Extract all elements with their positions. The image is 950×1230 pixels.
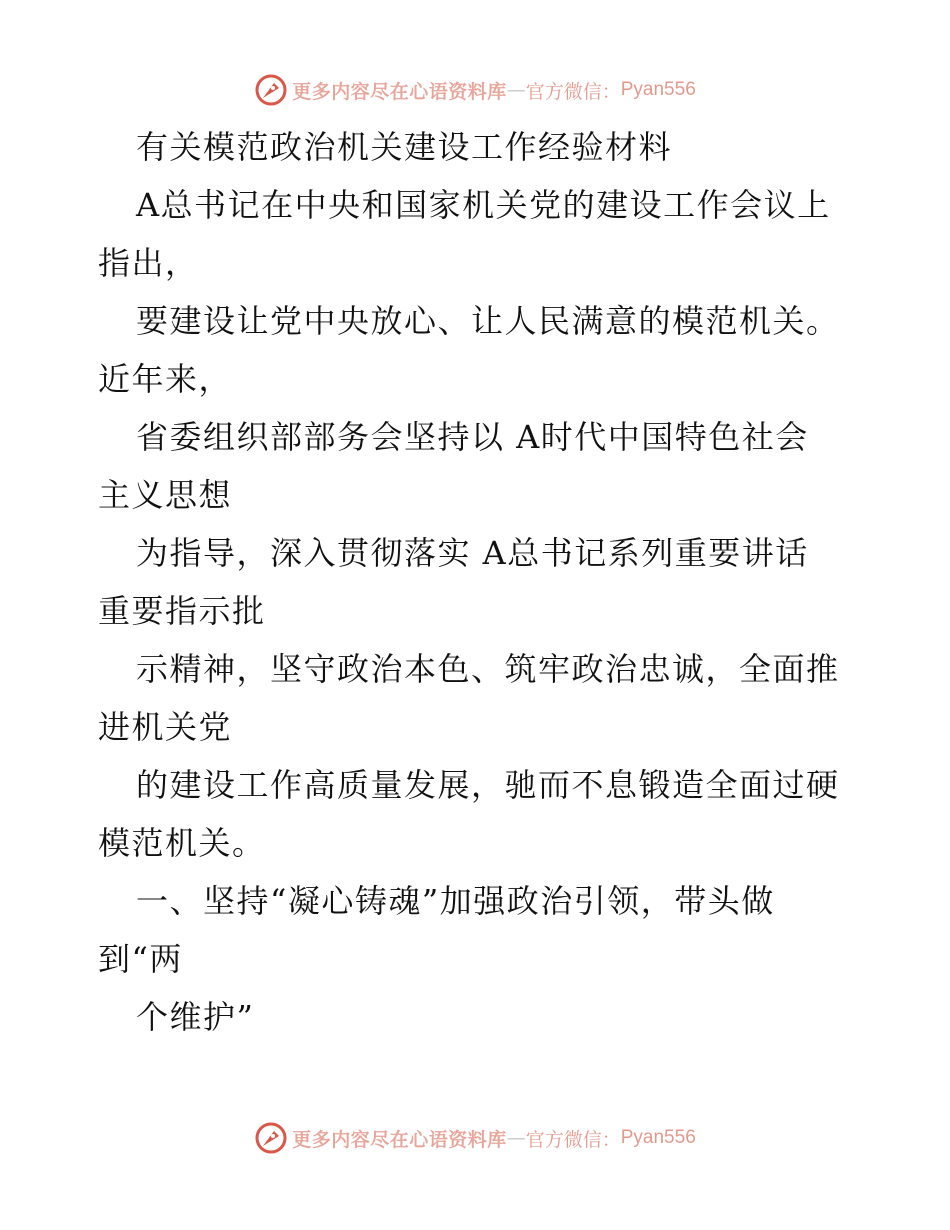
watermark-id: Pyan556 <box>620 79 696 100</box>
doc-line: A总书记在中央和国家机关党的建设工作会议上 <box>136 186 831 224</box>
doc-line: 指出， <box>98 244 199 282</box>
document-body <box>98 118 868 1046</box>
doc-line: 进机关党 <box>98 708 233 746</box>
doc-line: 重要指示批 <box>98 592 266 630</box>
watermark-separator: — <box>506 79 526 101</box>
watermark-label: 官方微信： <box>525 1128 621 1151</box>
section-heading: 一、坚持“凝心铸魂”加强政治引领，带头做 <box>136 882 775 920</box>
header-watermark <box>0 70 950 110</box>
footer-watermark <box>0 1118 950 1158</box>
watermark-label: 官方微信： <box>525 80 621 103</box>
doc-line: 省委组织部部务会坚持以 A时代中国特色社会 <box>136 418 809 456</box>
watermark-separator: — <box>506 1127 526 1149</box>
doc-line: 示精神，坚守政治本色、筑牢政治忠诚，全面推 <box>136 650 840 688</box>
watermark-id: Pyan556 <box>620 1127 696 1148</box>
doc-title: 有关模范政治机关建设工作经验材料 <box>136 128 673 166</box>
doc-line: 模范机关。 <box>98 824 266 862</box>
doc-line: 为指导，深入贯彻落实 A总书记系列重要讲话 <box>136 534 809 572</box>
pen-nib-logo-icon <box>254 73 288 107</box>
doc-line: 近年来， <box>98 360 233 398</box>
pen-nib-logo-icon <box>254 1121 288 1155</box>
watermark-text: 更多内容尽在心语资料库 <box>292 80 507 103</box>
doc-line: 主义思想 <box>98 476 233 514</box>
doc-line: 个维护” <box>136 998 255 1036</box>
doc-line: 到“两 <box>98 940 183 978</box>
doc-line: 的建设工作高质量发展，驰而不息锻造全面过硬 <box>136 766 840 804</box>
doc-line: 要建设让党中央放心、让人民满意的模范机关。 <box>136 302 840 340</box>
watermark-text: 更多内容尽在心语资料库 <box>292 1128 507 1151</box>
